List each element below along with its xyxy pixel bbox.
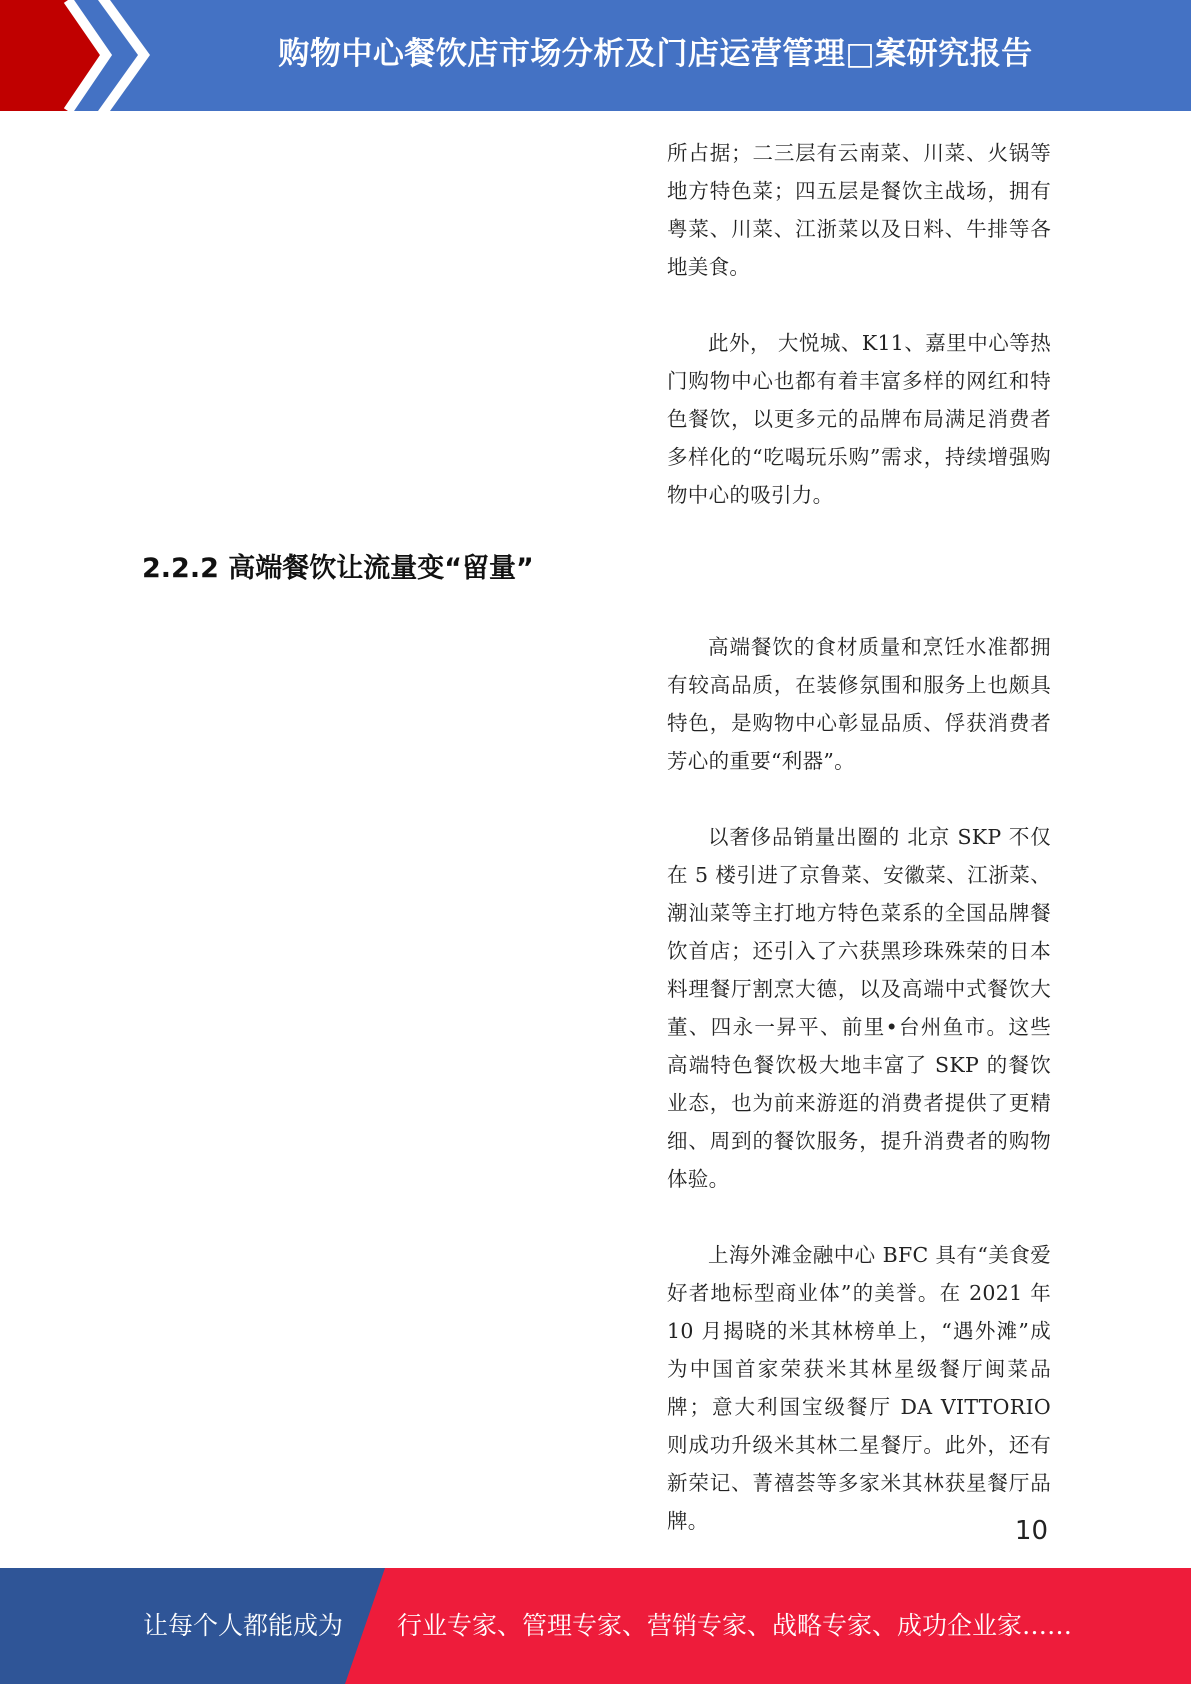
text-block-4 [667, 818, 1051, 1198]
report-title: 购物中心餐饮店市场分析及门店运营管理□案研究报告 [278, 35, 1033, 72]
header-arrow-decoration [0, 0, 160, 111]
page-number: 10 [1014, 1516, 1048, 1546]
paragraph: 上海外滩金融中心 BFC 具有“美食爱好者地标型商业体”的美誉。在 2021 年 10 月揭晓的米其林榜单上，“遇外滩”成为中国首家荣获米其林星级餐厅闽菜品牌；意大利国宝级餐厅 DA VITTORIO 则成功升级米其林二星餐厅。此外，还有新荣记、菁禧荟等多家米其林获星餐厅品牌。 [667, 1243, 1051, 1533]
footer-slogan-right: 行业专家、管理专家、营销专家、战略专家、成功企业家…… [397, 1611, 1073, 1640]
text-block-2 [667, 324, 1051, 514]
paragraph: 此外， 大悦城、K11、嘉里中心等热门购物中心也都有着丰富多样的网红和特色餐饮，以更多元的品牌布局满足消费者多样化的“吃喝玩乐购”需求，持续增强购物中心的吸引力。 [667, 331, 1051, 507]
paragraph: 以奢侈品销量出圈的 北京 SKP 不仅在 5 楼引进了京鲁菜、安徽菜、江浙菜、潮汕菜等主打地方特色菜系的全国品牌餐饮首店；还引入了六获黑珍珠殊荣的日本料理餐厅割烹大德，以及高端中式餐饮大董、四永一昇平、前里•台州鱼市。这些高端特色餐饮极大地丰富了 SKP 的餐饮业态，也为前来游逛的消费者提供了更精细、周到的餐饮服务，提升消费者的购物体验。 [667, 825, 1051, 1191]
paragraph: 所占据；二三层有云南菜、川菜、火锅等地方特色菜；四五层是餐饮主战场，拥有粤菜、川菜、江浙菜以及日料、牛排等各地美食。 [667, 141, 1051, 279]
text-block-3 [667, 628, 1051, 780]
page-footer [0, 1568, 1191, 1684]
page-header [0, 0, 1191, 111]
text-block-1 [667, 134, 1051, 286]
text-block-5 [667, 1236, 1051, 1540]
footer-slogan-left: 让每个人都能成为 [143, 1611, 344, 1640]
paragraph: 高端餐饮的食材质量和烹饪水准都拥有较高品质，在装修氛围和服务上也颇具特色，是购物中心彰显品质、俘获消费者芳心的重要“利器”。 [667, 635, 1051, 773]
section-heading: 2.2.2 高端餐饮让流量变“留量” [142, 553, 534, 584]
